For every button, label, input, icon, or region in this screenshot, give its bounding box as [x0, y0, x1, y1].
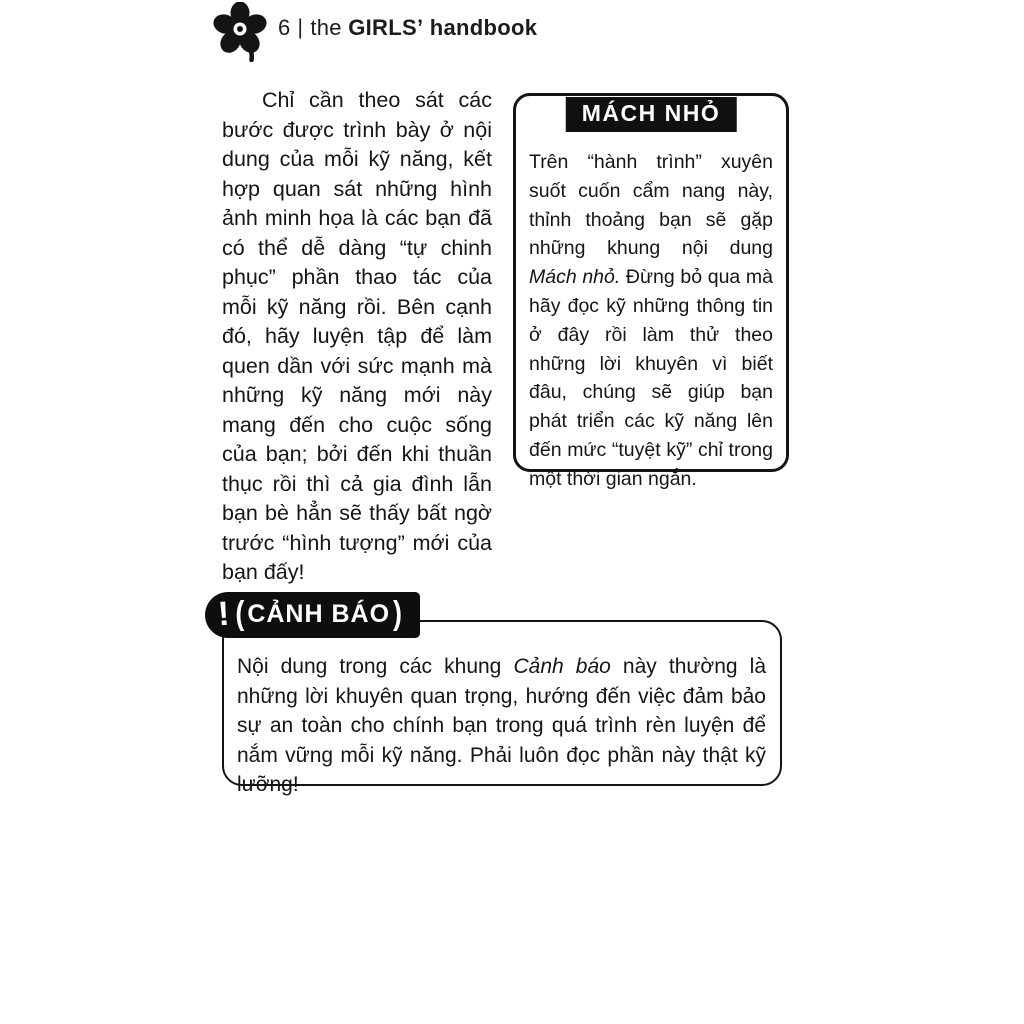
warning-badge [205, 592, 420, 638]
tip-body-post: Đừng bỏ qua mà hãy đọc kỹ những thông tin ở đây rồi làm thử theo những lời khuyên vì biết đâu, chúng sẽ giúp bạn phát triển các kỹ năng lên đến mức “tuyệt kỹ” chỉ trong một thời gian ngắn. [529, 266, 773, 490]
warning-body-italic: Cảnh báo [513, 655, 611, 678]
title-girls: GIRLS’ [348, 15, 424, 40]
page-header [206, 0, 537, 62]
title-handbook: handbook [423, 15, 538, 40]
exclamation-icon: ! [216, 594, 231, 634]
header-separator: | [297, 16, 304, 39]
warning-box [222, 620, 782, 796]
warning-body-post: này thường là những lời khuyên quan trọng, hướng đến việc đảm bảo sự an toàn cho chính bạn trong quá trình rèn luyện để nắm vững mỗi kỹ năng. Phải luôn đọc phần này thật kỹ lưỡng! [237, 655, 766, 796]
page-number: 6 [278, 15, 291, 40]
tip-body-pre: Trên “hành trình” xuyên suốt cuốn cẩm nang này, thỉnh thoảng bạn sẽ gặp những khung nội dung [529, 151, 773, 260]
tip-box-body [529, 148, 773, 494]
tip-body-italic: Mách nhỏ. [529, 266, 621, 289]
warning-box-title: CẢNH BÁO [247, 599, 391, 628]
warning-box-body [237, 652, 766, 800]
tip-box-title: MÁCH NHỎ [566, 97, 737, 132]
page-title [278, 15, 537, 41]
flower-icon [206, 2, 274, 62]
tip-box [513, 93, 789, 490]
badge-bracket-left: ( [235, 593, 245, 632]
title-the: the [310, 15, 349, 40]
intro-paragraph: Chỉ cần theo sát các bước được trình bày ở nội dung của mỗi kỹ năng, kết hợp quan sát những hình ảnh minh họa là các bạn đã có thể dễ dàng “tự chinh phục” phần thao tác của mỗi kỹ năng rồi. Bên cạnh đó, hãy luyện tập để làm quen dần với sức mạnh mà những kỹ năng mới này mang đến cho cuộc sống của bạn; bởi đến khi thuần thục rồi thì cả gia đình lẫn bạn bè hẳn sẽ thấy bất ngờ trước “hình tượng” mới của bạn đấy! [222, 88, 492, 584]
badge-bracket-right: ) [393, 593, 403, 632]
warning-body-pre: Nội dung trong các khung [237, 655, 514, 678]
